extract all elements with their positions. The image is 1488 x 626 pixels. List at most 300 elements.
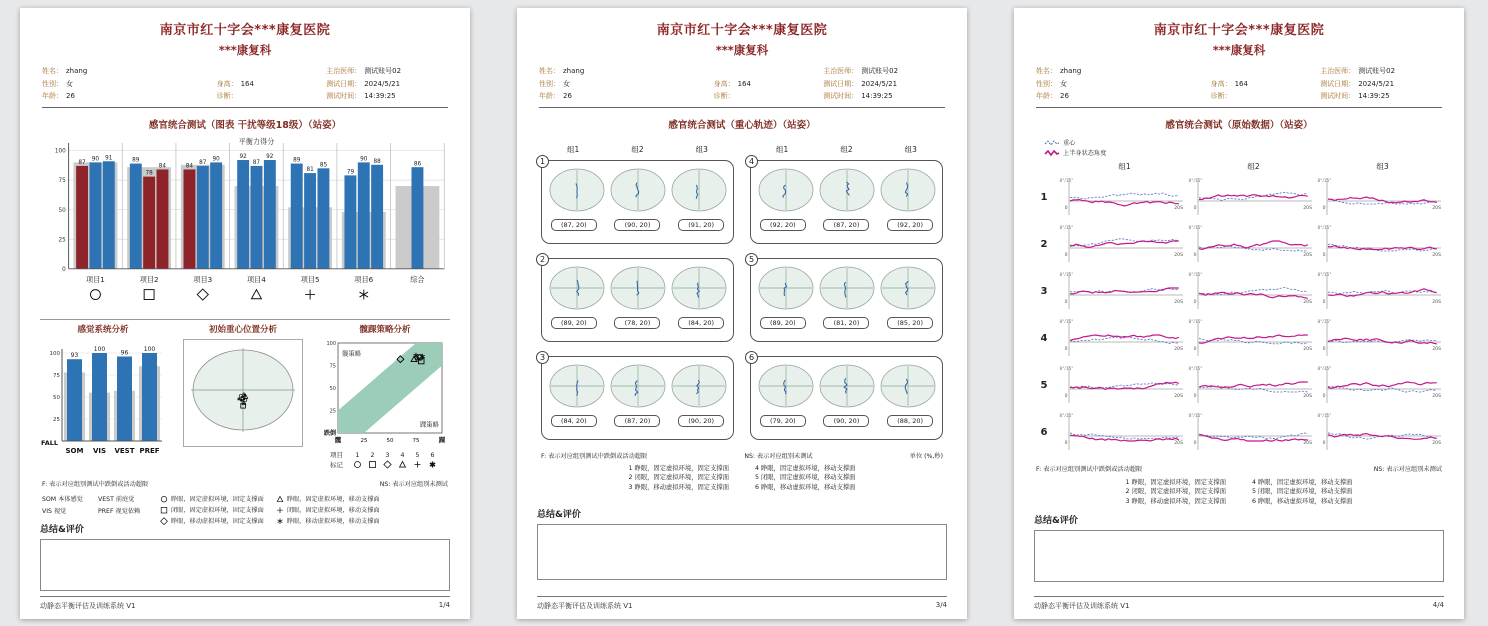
- svg-text:SOM: SOM: [65, 446, 84, 455]
- coord-box: (91, 20): [678, 219, 724, 231]
- summary-title: 总结&评价: [40, 525, 84, 535]
- trajectory-ellipse: [757, 362, 815, 412]
- trajectory-ellipse: [548, 362, 606, 412]
- trajectory-ellipse: [757, 166, 815, 216]
- svg-text:84: 84: [185, 163, 194, 170]
- trajectory-ellipse: [879, 264, 937, 314]
- condition-line: 睁眼，固定虚拟环境，移动支撑面: [276, 495, 380, 504]
- patient-info: [42, 65, 448, 108]
- info-value: 26: [66, 92, 75, 100]
- info-label: 诊断：: [713, 92, 735, 100]
- group-header-left: [541, 144, 734, 155]
- svg-text:91: 91: [105, 154, 113, 161]
- row-number: 6: [1040, 426, 1048, 438]
- block-number: 2: [536, 253, 549, 266]
- abbrev-def: VEST 前庭觉: [98, 495, 135, 503]
- svg-text:8°/15°: 8°/15°: [1059, 367, 1074, 372]
- summary-title: 总结&评价: [1034, 516, 1078, 526]
- row-number: 1: [1040, 191, 1048, 203]
- summary-box: [40, 539, 450, 591]
- conditions-col1: 1 睁眼，固定虚拟环境，固定支撑面 2 闭眼，固定虚拟环境，固定支撑面 3 睁眼，移动虚拟环境，固定支撑面: [1125, 478, 1226, 505]
- info-label: 测试时间：: [823, 92, 859, 100]
- info-label: 主治医师：: [823, 67, 859, 75]
- hip-ankle-strategy-chart: [320, 337, 450, 449]
- info-label: 年龄：: [1036, 92, 1057, 100]
- info-cell: [1320, 65, 1442, 78]
- svg-text:髋策略: 髋策略: [342, 350, 362, 358]
- group-label: 组3: [695, 144, 708, 154]
- info-value: 2024/5/21: [364, 79, 401, 88]
- page1-notes: [42, 480, 448, 528]
- info-label: 测试日期：: [1320, 79, 1356, 88]
- f-note: F: 表示对应组别测试中跌倒或活动超限: [42, 480, 149, 488]
- raw-data-row: [1030, 409, 1464, 456]
- svg-text:8°/15°: 8°/15°: [1188, 414, 1203, 419]
- f-note: F: 表示对应组别测试中跌倒或活动超限: [541, 452, 648, 460]
- svg-text:8°/15°: 8°/15°: [1059, 414, 1074, 419]
- info-value: 2024/5/21: [861, 79, 898, 88]
- svg-text:20S: 20S: [1174, 394, 1183, 399]
- conditions-col2: 4 睁眼，固定虚拟环境，移动支撑面 5 闭眼，固定虚拟环境，移动支撑面 6 睁眼，移动虚拟环境，移动支撑面: [1252, 478, 1353, 505]
- footer-page-number: 4/4: [1432, 601, 1444, 609]
- page-footer: [40, 596, 450, 611]
- sensory-analysis-chart: [40, 337, 166, 471]
- svg-text:VEST: VEST: [114, 446, 135, 455]
- info-cell: [1211, 90, 1321, 103]
- svg-text:20S: 20S: [1432, 253, 1441, 258]
- svg-text:50: 50: [329, 385, 336, 392]
- coord-box: (92, 20): [760, 219, 806, 231]
- info-cell: [1320, 90, 1442, 103]
- page1-section-title: 感官统合测试（图表 干扰等级18级）（站姿）: [148, 119, 342, 131]
- svg-text:20S: 20S: [1303, 253, 1312, 258]
- svg-text:75: 75: [53, 372, 60, 379]
- svg-text:88: 88: [373, 158, 381, 165]
- group-header-right: [750, 144, 943, 155]
- svg-text:0: 0: [1193, 441, 1197, 446]
- conditions-col1: 1 睁眼，固定虚拟环境，固定支撑面 2 闭眼，固定虚拟环境，固定支撑面 3 睁眼，移动虚拟环境，固定支撑面: [628, 464, 729, 491]
- condition-symbol-icon: [276, 495, 284, 503]
- svg-text:8°/15°: 8°/15°: [1059, 226, 1074, 231]
- svg-text:0: 0: [1322, 206, 1326, 211]
- raw-data-subplot: [1316, 362, 1445, 408]
- svg-text:50: 50: [53, 394, 60, 401]
- info-cell: [1036, 90, 1211, 103]
- footer-system-name: 动静态平衡评估及训练系统 V1: [1034, 602, 1130, 610]
- info-label: 性别：: [42, 79, 63, 88]
- balance-score-chart: [40, 135, 450, 317]
- svg-text:8°/15°: 8°/15°: [1317, 320, 1332, 325]
- condition-symbol-icon: [276, 506, 284, 514]
- info-value: 26: [563, 92, 572, 100]
- info-label: 主治医师：: [326, 67, 362, 75]
- svg-text:90: 90: [212, 155, 220, 162]
- summary-section: [40, 522, 450, 591]
- svg-text:0: 0: [1322, 300, 1326, 305]
- info-value: 164: [240, 79, 254, 88]
- svg-text:8°/15°: 8°/15°: [1059, 273, 1074, 278]
- svg-text:项目1: 项目1: [86, 274, 105, 284]
- info-cell: [326, 78, 448, 91]
- svg-text:20S: 20S: [1303, 300, 1312, 305]
- info-value: 14:39:25: [1358, 92, 1390, 100]
- raw-data-subplot: [1058, 315, 1187, 361]
- info-value: 女: [563, 79, 570, 88]
- group-headers: [1060, 161, 1464, 172]
- info-value: zhang: [1060, 67, 1082, 75]
- trajectory-ellipse: [548, 264, 606, 314]
- trajectory-ellipse: [670, 362, 728, 412]
- svg-text:89: 89: [132, 157, 140, 164]
- conditions-col2: 4 睁眼，固定虚拟环境，移动支撑面 5 闭眼，固定虚拟环境，移动支撑面 6 睁眼，移动虚拟环境，移动支撑面: [755, 464, 856, 491]
- info-value: 164: [737, 79, 751, 88]
- row-number: 5: [1040, 379, 1048, 391]
- raw-data-subplot: [1187, 268, 1316, 314]
- svg-text:项目2: 项目2: [139, 274, 159, 284]
- trajectory-ellipse: [818, 264, 876, 314]
- coord-box: (79, 20): [760, 415, 806, 427]
- svg-text:20S: 20S: [1432, 441, 1441, 446]
- raw-data-row: [1030, 174, 1464, 221]
- trajectory-block: [539, 352, 734, 440]
- condition-line: 闭眼，固定虚拟环境，固定支撑面: [160, 506, 264, 515]
- analysis-row: [40, 323, 450, 471]
- svg-text:75: 75: [412, 437, 420, 444]
- svg-text:50: 50: [386, 437, 394, 444]
- page2-legend: [541, 451, 943, 460]
- footer-page-number: 1/4: [438, 601, 450, 609]
- svg-text:0: 0: [1193, 206, 1197, 211]
- coord-box: (81, 20): [823, 317, 869, 329]
- raw-data-subplot: [1316, 174, 1445, 220]
- svg-text:100: 100: [326, 340, 336, 347]
- coord-box: (87, 20): [614, 415, 660, 427]
- trajectory-ellipse: [879, 362, 937, 412]
- svg-text:20S: 20S: [1303, 347, 1312, 352]
- raw-data-subplot: [1187, 221, 1316, 267]
- info-value: 女: [66, 79, 73, 88]
- svg-text:100: 100: [93, 345, 106, 353]
- block-number: 4: [745, 155, 758, 168]
- raw-data-row: [1030, 221, 1464, 268]
- raw-data-subplot: [1316, 221, 1445, 267]
- svg-text:78: 78: [145, 170, 153, 177]
- info-value: zhang: [66, 67, 88, 75]
- svg-text:踝策略: 踝策略: [419, 421, 439, 429]
- hospital-title: 南京市红十字会***康复医院: [1153, 23, 1325, 38]
- svg-text:8°/15°: 8°/15°: [1059, 179, 1074, 184]
- svg-text:0: 0: [1064, 347, 1068, 352]
- info-cell: [1211, 78, 1321, 91]
- group-label: 组1: [1118, 161, 1131, 171]
- svg-text:84: 84: [158, 163, 167, 170]
- summary-box: [1034, 530, 1444, 582]
- svg-text:86: 86: [413, 160, 422, 167]
- department-title: ***康复科: [1212, 43, 1266, 57]
- page2-conditions: [517, 464, 967, 493]
- svg-text:100: 100: [49, 350, 60, 357]
- svg-text:项目5: 项目5: [300, 274, 320, 284]
- condition-symbol-icon: [160, 506, 168, 514]
- info-label: 姓名：: [1036, 67, 1057, 75]
- svg-text:90: 90: [91, 155, 100, 162]
- department-title: ***康复科: [218, 43, 272, 57]
- series-line-icon: [1044, 139, 1060, 147]
- coord-box: (87, 20): [551, 219, 597, 231]
- trajectory-block: [748, 254, 943, 342]
- info-label: 身高：: [216, 79, 238, 88]
- page-footer: [1034, 596, 1444, 611]
- group-label: 组1: [776, 144, 789, 154]
- info-label: 诊断：: [216, 92, 238, 100]
- raw-data-row: [1030, 268, 1464, 315]
- trajectory-ellipse: [670, 264, 728, 314]
- sensory-analysis-title: 感觉系统分析: [77, 324, 129, 335]
- svg-text:20S: 20S: [1303, 394, 1312, 399]
- svg-text:100: 100: [143, 345, 156, 353]
- coord-box: (88, 20): [887, 415, 933, 427]
- svg-text:0: 0: [1064, 300, 1068, 305]
- svg-text:92: 92: [239, 153, 247, 160]
- svg-text:93: 93: [70, 351, 79, 359]
- block-number: 6: [745, 351, 758, 364]
- trajectory-ellipse: [670, 166, 728, 216]
- trajectory-block: [748, 156, 943, 244]
- svg-text:综合: 综合: [410, 274, 425, 284]
- info-cell: [539, 78, 714, 91]
- svg-text:项目6: 项目6: [354, 274, 374, 284]
- info-label: 身高：: [1210, 79, 1232, 88]
- svg-text:20S: 20S: [1432, 347, 1441, 352]
- svg-text:8°/15°: 8°/15°: [1317, 414, 1332, 419]
- svg-text:20S: 20S: [1174, 441, 1183, 446]
- svg-text:85: 85: [319, 161, 328, 168]
- info-cell: [326, 90, 448, 103]
- info-value: 女: [1060, 79, 1067, 88]
- svg-text:0: 0: [1064, 441, 1068, 446]
- svg-text:跌倒: 跌倒: [323, 429, 336, 437]
- group-headers: [541, 144, 943, 155]
- trajectory-ellipse: [609, 166, 667, 216]
- svg-text:0: 0: [1193, 253, 1197, 258]
- group-label: 组2: [1247, 161, 1260, 171]
- coord-box: (92, 20): [887, 219, 933, 231]
- divider: [40, 319, 450, 320]
- abbrev-def: PREF 视觉依赖: [98, 507, 141, 515]
- svg-text:20S: 20S: [1432, 394, 1441, 399]
- svg-text:0: 0: [1193, 347, 1197, 352]
- svg-text:8°/15°: 8°/15°: [1188, 179, 1203, 184]
- abbrev-def: SOM 本体感觉: [42, 495, 83, 503]
- balance-score-svg: [40, 135, 450, 313]
- svg-text:79: 79: [346, 168, 355, 175]
- info-cell: [823, 90, 945, 103]
- coord-box: (89, 20): [760, 317, 806, 329]
- svg-text:20S: 20S: [1432, 300, 1441, 305]
- info-cell: [539, 90, 714, 103]
- strategy-svg: [320, 337, 450, 445]
- block-number: 5: [745, 253, 758, 266]
- hospital-title: 南京市红十字会***康复医院: [656, 23, 828, 38]
- info-value: 测试账号02: [364, 67, 402, 75]
- info-cell: [217, 65, 327, 78]
- svg-text:75: 75: [58, 177, 66, 184]
- hospital-title: 南京市红十字会***康复医院: [159, 23, 331, 38]
- raw-data-subplot: [1187, 409, 1316, 455]
- info-value: zhang: [563, 67, 585, 75]
- info-cell: [1036, 78, 1211, 91]
- page-3: [1014, 8, 1464, 619]
- summary-title: 总结&评价: [537, 510, 581, 520]
- trajectory-ellipse: [609, 362, 667, 412]
- coord-box: (89, 20): [551, 317, 597, 329]
- row-number: 2: [1040, 238, 1048, 250]
- info-cell: [42, 65, 217, 78]
- raw-data-subplot: [1316, 409, 1445, 455]
- page-2: [517, 8, 967, 619]
- svg-text:100: 100: [54, 148, 66, 155]
- svg-text:90: 90: [360, 155, 368, 162]
- patient-info: [539, 65, 945, 108]
- svg-text:0: 0: [1322, 347, 1326, 352]
- coord-box: (87, 20): [823, 219, 869, 231]
- info-value: 164: [1234, 79, 1248, 88]
- series-legend: [1044, 138, 1464, 158]
- strategy-item-row: 项目 1 2 3 4 5 6: [330, 450, 435, 459]
- svg-text:20S: 20S: [1174, 300, 1183, 305]
- svg-text:8°/15°: 8°/15°: [1188, 320, 1203, 325]
- svg-text:87: 87: [78, 159, 86, 166]
- unit-note: 单位 (%,秒): [909, 452, 943, 460]
- info-cell: [217, 78, 327, 91]
- svg-text:0: 0: [1322, 253, 1326, 258]
- svg-text:87: 87: [199, 159, 207, 166]
- page-footer: [537, 596, 947, 611]
- coord-box: (84, 20): [551, 415, 597, 427]
- svg-text:25: 25: [58, 236, 66, 243]
- info-cell: [539, 65, 714, 78]
- group-label: 组2: [840, 144, 853, 154]
- condition-line: 睁眼，固定虚拟环境，固定支撑面: [160, 495, 264, 504]
- svg-text:8°/15°: 8°/15°: [1317, 273, 1332, 278]
- info-label: 测试日期：: [326, 79, 362, 88]
- raw-data-subplot: [1187, 174, 1316, 220]
- info-cell: [42, 78, 217, 91]
- info-cell: [714, 65, 824, 78]
- group-label: 组1: [567, 144, 580, 154]
- svg-text:PREF: PREF: [139, 446, 160, 455]
- info-label: 主治医师：: [1320, 67, 1356, 75]
- department-title: ***康复科: [715, 43, 769, 57]
- raw-data-subplot: [1058, 268, 1187, 314]
- svg-text:0: 0: [1193, 394, 1197, 399]
- raw-data-subplot: [1316, 315, 1445, 361]
- info-cell: [823, 65, 945, 78]
- info-label: 性别：: [539, 79, 560, 88]
- raw-data-subplot: [1058, 409, 1187, 455]
- info-label: 诊断：: [1210, 92, 1232, 100]
- svg-text:踝: 踝: [438, 435, 446, 444]
- group-label: 组3: [904, 144, 917, 154]
- info-cell: [1211, 65, 1321, 78]
- trajectory-ellipse: [818, 362, 876, 412]
- svg-text:20S: 20S: [1174, 206, 1183, 211]
- info-cell: [217, 90, 327, 103]
- svg-text:25: 25: [360, 437, 368, 444]
- svg-text:髋: 髋: [334, 435, 342, 444]
- group-label: 组2: [631, 144, 644, 154]
- svg-text:VIS: VIS: [92, 446, 107, 455]
- svg-text:92: 92: [266, 153, 274, 160]
- trajectory-ellipse: [609, 264, 667, 314]
- trajectory-ellipse: [879, 166, 937, 216]
- page2-section-title: 感官统合测试（重心轨迹）（站姿）: [668, 119, 816, 131]
- info-label: 姓名：: [42, 67, 63, 75]
- svg-text:0: 0: [1322, 394, 1326, 399]
- initial-cog-panel: [183, 339, 303, 447]
- condition-symbol-icon: [160, 495, 168, 503]
- coord-box: (90, 20): [823, 415, 869, 427]
- svg-text:20S: 20S: [1303, 441, 1312, 446]
- abbrev-def: VIS 视觉: [42, 507, 67, 515]
- svg-text:81: 81: [306, 166, 314, 173]
- info-label: 性别：: [1036, 79, 1057, 88]
- info-cell: [714, 90, 824, 103]
- info-value: 26: [1060, 92, 1069, 100]
- footer-system-name: 动静态平衡评估及训练系统 V1: [537, 602, 633, 610]
- raw-data-subplot: [1316, 268, 1445, 314]
- svg-text:0: 0: [1193, 300, 1197, 305]
- trajectory-block: [539, 156, 734, 244]
- info-cell: [1036, 65, 1211, 78]
- svg-text:8°/15°: 8°/15°: [1317, 226, 1332, 231]
- svg-text:8°/15°: 8°/15°: [1188, 226, 1203, 231]
- raw-data-subplot: [1058, 362, 1187, 408]
- raw-data-subplot: [1187, 315, 1316, 361]
- info-label: 测试日期：: [823, 79, 859, 88]
- row-number: 4: [1040, 332, 1048, 344]
- condition-line: 睁眼，移动虚拟环境，移动支撑面: [276, 517, 380, 526]
- coord-box: (84, 20): [678, 317, 724, 329]
- info-value: 14:39:25: [364, 92, 396, 100]
- block-number: 3: [536, 351, 549, 364]
- raw-data-grid: [1030, 174, 1464, 456]
- svg-text:8°/15°: 8°/15°: [1317, 367, 1332, 372]
- ns-note: NS: 表示对应组别未测试: [1373, 465, 1442, 473]
- trajectory-ellipse: [757, 264, 815, 314]
- svg-text:0: 0: [1322, 441, 1326, 446]
- svg-text:项目4: 项目4: [247, 274, 266, 284]
- svg-text:75: 75: [329, 363, 336, 369]
- svg-text:20S: 20S: [1432, 206, 1441, 211]
- svg-text:87: 87: [252, 159, 261, 166]
- svg-text:8°/15°: 8°/15°: [1317, 179, 1332, 184]
- raw-data-subplot: [1187, 362, 1316, 408]
- svg-text:0: 0: [62, 266, 66, 273]
- footer-page-number: 3/4: [935, 601, 947, 609]
- raw-data-subplot: [1058, 221, 1187, 267]
- series-legend-item: 重心: [1044, 138, 1464, 148]
- svg-text:20S: 20S: [1174, 347, 1183, 352]
- ns-note: NS: 表示对应组别未测试: [379, 480, 448, 488]
- svg-text:8°/15°: 8°/15°: [1188, 273, 1203, 278]
- trajectory-block: [539, 254, 734, 342]
- group-label: 组3: [1376, 161, 1389, 171]
- raw-data-subplot: [1058, 174, 1187, 220]
- row-number: 3: [1040, 285, 1048, 297]
- summary-section: [537, 507, 947, 580]
- summary-section: [1034, 513, 1444, 582]
